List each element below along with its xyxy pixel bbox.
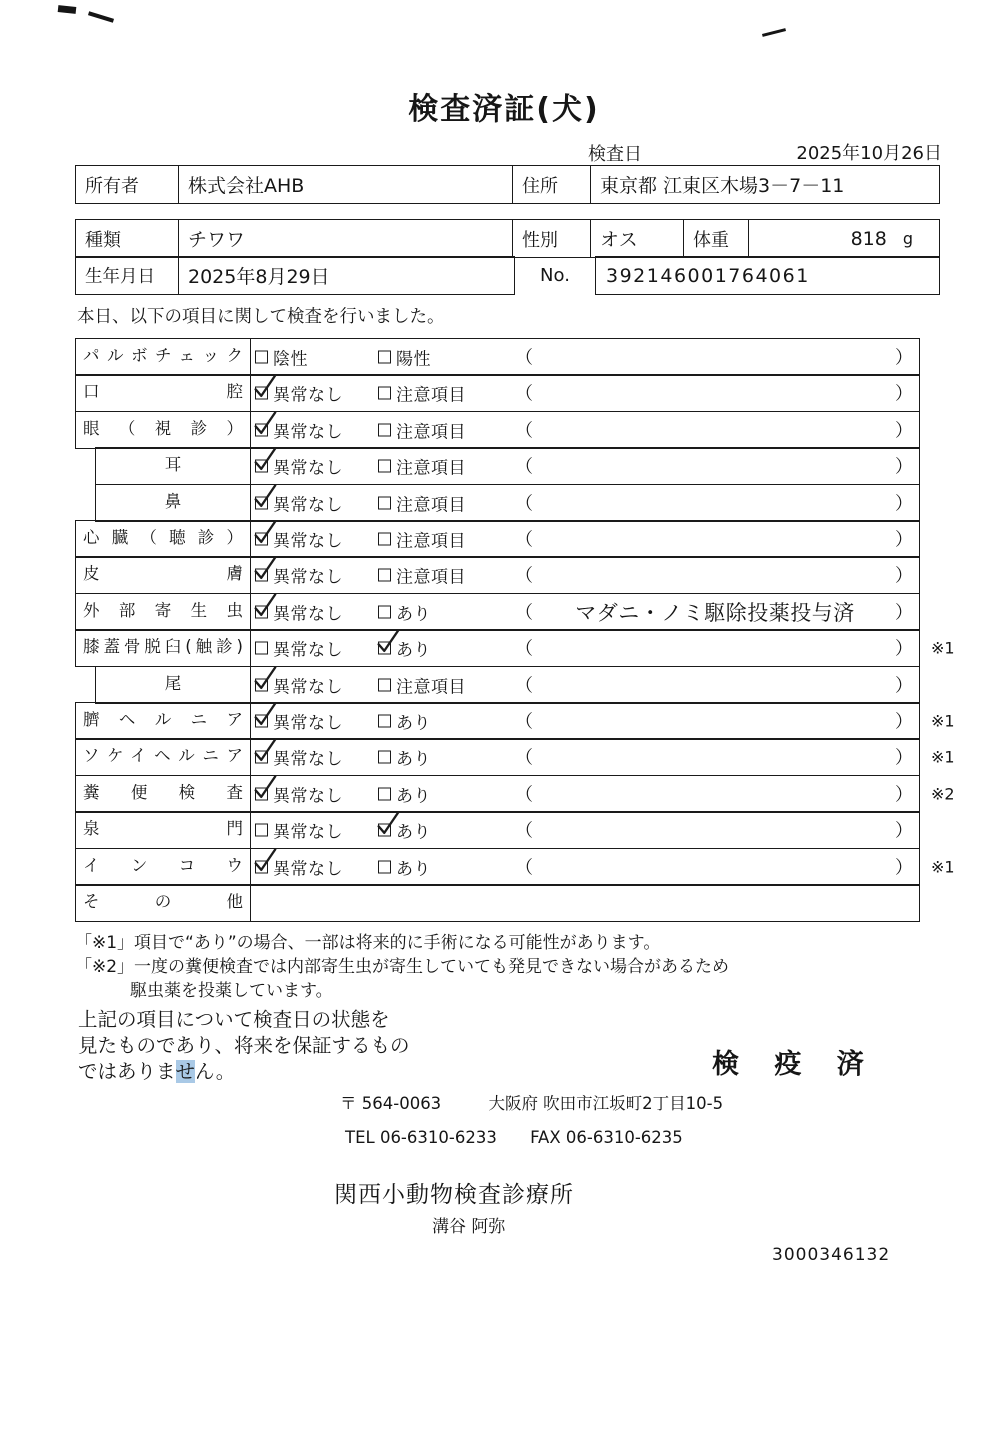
result-option-secondary <box>378 636 431 661</box>
checkbox-icon <box>255 460 268 473</box>
result-option-primary <box>255 345 308 370</box>
checkbox-icon <box>255 824 268 837</box>
address-value: 東京都 江東区木場3－7－11 <box>600 175 845 197</box>
paren-open: （ <box>515 711 533 733</box>
disclaimer-line-1: 上記の項目について検査日の状態を <box>78 1008 390 1031</box>
checklist-item-label: 耳 <box>96 448 251 484</box>
disclaimer <box>78 1007 410 1085</box>
checklist-item-label: 糞 便 検 査 <box>76 776 251 812</box>
disclaimer-line-3 <box>78 1059 410 1085</box>
reference-mark: ※1 <box>931 711 955 731</box>
result-option-primary <box>255 381 343 406</box>
checklist-row <box>75 884 920 922</box>
paren-open: （ <box>515 675 533 697</box>
paren-open: （ <box>515 602 533 624</box>
checklist-row-content <box>251 776 955 812</box>
postal-code: 〒 564-0063 <box>340 1094 442 1113</box>
birth-label: 生年月日 <box>76 257 179 294</box>
checklist-item-label: そ の 他 <box>76 885 251 921</box>
weight-label: 体重 <box>684 220 749 257</box>
result-option-primary <box>255 417 343 442</box>
checklist-row-content <box>251 594 919 630</box>
checklist-table <box>75 338 955 922</box>
checkbox-icon <box>378 678 391 691</box>
checkbox-icon <box>378 460 391 473</box>
disclaimer-line-2: 見たものであり、将来を保証するもの <box>78 1034 410 1057</box>
checklist-item-label: 口 腔 <box>76 375 251 411</box>
checkbox-icon <box>255 605 268 618</box>
paren-close: ） <box>895 420 913 442</box>
checklist-item-label: イ ン コ ウ <box>76 849 251 885</box>
paren-open: （ <box>515 383 533 405</box>
checkbox-icon <box>378 824 391 837</box>
footnote-2: 「※2」一度の糞便検査では内部寄生虫が寄生していても発見できない場合があるため <box>75 957 730 977</box>
paren-open: （ <box>515 857 533 879</box>
checklist-row <box>75 411 920 449</box>
result-option-primary <box>255 454 343 479</box>
footnotes <box>75 931 729 1003</box>
paren-close: ） <box>895 529 913 551</box>
disclaimer-highlight: せ <box>175 1060 196 1083</box>
paren-open: （ <box>515 420 533 442</box>
breed-label: 種類 <box>76 220 179 257</box>
footnote-1: 「※1」項目で“あり”の場合、一部は将来的に手術になる可能性があります。 <box>75 933 661 953</box>
result-option-primary <box>255 672 343 697</box>
option-label: 注意項目 <box>396 677 466 698</box>
paren-close: ） <box>895 857 913 879</box>
option-label: 注意項目 <box>396 495 466 516</box>
paren-close: ） <box>895 747 913 769</box>
checklist-row <box>75 848 955 886</box>
option-label: 陽性 <box>396 349 431 370</box>
clinic-fax: FAX 06-6310-6235 <box>530 1128 683 1147</box>
checklist-item-label: 臍 ヘ ル ニ ア <box>76 703 251 739</box>
checklist-row-content <box>251 375 919 411</box>
checklist-row <box>95 484 920 522</box>
option-label: 注意項目 <box>396 422 466 443</box>
option-label: あり <box>396 713 431 734</box>
result-option-secondary <box>378 672 466 697</box>
sex-label: 性別 <box>513 220 591 257</box>
result-option-primary <box>255 636 343 661</box>
result-option-primary <box>255 563 343 588</box>
result-option-primary <box>255 527 343 552</box>
footnote-2b: 駆虫薬を投薬しています。 <box>130 981 333 1001</box>
checklist-row <box>95 447 920 485</box>
checklist-row-content <box>251 339 919 375</box>
checkbox-icon <box>255 387 268 400</box>
paren-open: （ <box>515 529 533 551</box>
checklist-item-label: 心 臓 （ 聴 診 ） <box>76 521 251 557</box>
checklist-row <box>75 593 920 631</box>
paren-close: ） <box>895 383 913 405</box>
result-option-secondary <box>378 563 466 588</box>
checklist-item-label: 外 部 寄 生 虫 <box>76 594 251 630</box>
checklist-row-content <box>251 849 955 885</box>
result-option-primary <box>255 745 343 770</box>
option-label: あり <box>396 749 431 770</box>
address-label: 住所 <box>513 166 591 203</box>
no-value: 392146001764061 <box>595 256 940 295</box>
paren-close: ） <box>895 565 913 587</box>
inspection-date-value: 2025年10月26日 <box>796 143 942 164</box>
result-option-secondary <box>378 818 431 843</box>
result-option-secondary <box>378 854 431 879</box>
option-label: 異常なし <box>273 822 343 843</box>
paren-open: （ <box>515 747 533 769</box>
result-option-secondary <box>378 345 431 370</box>
checkbox-icon <box>255 642 268 655</box>
checkbox-icon <box>255 423 268 436</box>
paren-close: ） <box>895 820 913 842</box>
veterinarian-name: 溝谷 阿弥 <box>432 1217 506 1237</box>
document-title: 検査済証(犬) <box>408 92 600 127</box>
checklist-item-label: 泉 門 <box>76 812 251 848</box>
result-option-secondary <box>378 381 466 406</box>
checklist-row <box>75 338 920 376</box>
checklist-row <box>75 520 920 558</box>
checkbox-icon <box>378 605 391 618</box>
paren-close: ） <box>895 347 913 369</box>
checklist-row-content <box>251 521 919 557</box>
checklist-row-content <box>251 485 919 521</box>
scan-artifact <box>762 28 786 37</box>
checklist-item-label: 鼻 <box>96 485 251 521</box>
checklist-item-label: 膝蓋骨脱臼(触診) <box>76 630 251 666</box>
paren-close: ） <box>895 602 913 624</box>
option-label: あり <box>396 859 431 880</box>
checklist-row-content <box>251 557 919 593</box>
serial-number: 3000346132 <box>772 1245 891 1265</box>
checklist-row-content <box>251 630 955 666</box>
option-label: 注意項目 <box>396 531 466 552</box>
owner-label: 所有者 <box>76 166 179 203</box>
checklist-row-content <box>251 448 919 484</box>
checklist-row-content <box>251 812 919 848</box>
checklist-item-label: 尾 <box>96 667 251 703</box>
paren-open: （ <box>515 638 533 660</box>
paren-close: ） <box>895 711 913 733</box>
option-label: 異常なし <box>273 567 343 588</box>
option-label: 異常なし <box>273 677 343 698</box>
result-option-primary <box>255 709 343 734</box>
option-label: 異常なし <box>273 422 343 443</box>
scan-artifact <box>58 5 77 14</box>
paren-close: ） <box>895 638 913 660</box>
checkbox-icon <box>255 787 268 800</box>
owner-address-table <box>75 165 940 204</box>
checkbox-icon <box>255 496 268 509</box>
result-option-secondary <box>378 417 466 442</box>
weight-unit: g <box>902 229 913 248</box>
reference-mark: ※1 <box>931 747 955 767</box>
breed-value: チワワ <box>179 220 513 257</box>
checklist-row-content <box>251 667 919 703</box>
reference-mark: ※1 <box>931 638 955 658</box>
pet-info-table <box>75 219 940 258</box>
no-label: No. <box>540 265 570 287</box>
option-label: あり <box>396 604 431 625</box>
checklist-row-content <box>251 703 955 739</box>
checklist-row <box>75 629 955 667</box>
checklist-row <box>75 811 920 849</box>
option-label: あり <box>396 822 431 843</box>
scan-artifact <box>88 11 114 22</box>
remark-text: マダニ・ノミ駆除投薬投与済 <box>575 600 855 625</box>
checklist-row <box>75 556 920 594</box>
option-label: あり <box>396 786 431 807</box>
paren-close: ） <box>895 675 913 697</box>
quarantine-stamp-text: 検 疫 済 <box>712 1049 877 1080</box>
option-label: 異常なし <box>273 385 343 406</box>
checkbox-icon <box>255 569 268 582</box>
option-label: 異常なし <box>273 640 343 661</box>
result-option-secondary <box>378 709 431 734</box>
birth-box <box>75 256 515 295</box>
owner-value: 株式会社AHB <box>179 166 513 203</box>
option-label: 陰性 <box>273 349 308 370</box>
checklist-row-content <box>251 885 919 921</box>
checklist-row-content <box>251 739 955 775</box>
paren-open: （ <box>515 493 533 515</box>
paren-close: ） <box>895 456 913 478</box>
result-option-secondary <box>378 454 466 479</box>
clinic-tel: TEL 06-6310-6233 <box>345 1128 497 1147</box>
checkbox-icon <box>378 569 391 582</box>
sex-value: オス <box>591 220 684 257</box>
option-label: 異常なし <box>273 749 343 770</box>
checklist-row-content <box>251 412 919 448</box>
option-label: 注意項目 <box>396 567 466 588</box>
result-option-secondary <box>378 490 466 515</box>
result-option-primary <box>255 818 343 843</box>
paren-open: （ <box>515 565 533 587</box>
checklist-row <box>75 702 955 740</box>
checkbox-icon <box>255 715 268 728</box>
result-option-primary <box>255 490 343 515</box>
checkbox-icon <box>378 642 391 655</box>
clinic-tel-line <box>345 1128 683 1147</box>
option-label: 異常なし <box>273 458 343 479</box>
checklist-row <box>95 666 920 704</box>
result-option-secondary <box>378 599 431 624</box>
checkbox-icon <box>378 787 391 800</box>
paren-open: （ <box>515 347 533 369</box>
option-label: 異常なし <box>273 531 343 552</box>
checkbox-icon <box>378 751 391 764</box>
checklist-item-label: 皮 膚 <box>76 557 251 593</box>
result-option-primary <box>255 854 343 879</box>
disclaimer-line-3-pre: ではありま <box>78 1060 176 1083</box>
result-option-primary <box>255 599 343 624</box>
paren-close: ） <box>895 493 913 515</box>
checklist-item-label: パルボチェック <box>76 339 251 375</box>
checklist-row <box>75 775 955 813</box>
inspection-date-label: 検査日 <box>588 144 642 165</box>
disclaimer-line-3-post: ん。 <box>195 1060 236 1083</box>
checklist-item-label: ソケイヘルニア <box>76 739 251 775</box>
checkbox-icon <box>255 860 268 873</box>
intro-text: 本日、以下の項目に関して検査を行いました。 <box>77 307 445 327</box>
option-label: 注意項目 <box>396 458 466 479</box>
checkbox-icon <box>378 423 391 436</box>
checkbox-icon <box>378 533 391 546</box>
option-label: 異常なし <box>273 495 343 516</box>
clinic-address: 大阪府 吹田市江坂町2丁目10-5 <box>488 1094 724 1113</box>
clinic-name: 関西小動物検査診療所 <box>334 1182 574 1208</box>
paren-open: （ <box>515 820 533 842</box>
checkbox-icon <box>378 715 391 728</box>
checkbox-icon <box>378 387 391 400</box>
checklist-row <box>75 738 955 776</box>
birth-value: 2025年8月29日 <box>188 266 330 289</box>
checkbox-icon <box>378 496 391 509</box>
weight-value: 818 <box>850 227 887 250</box>
checklist-item-label: 眼 （ 視 診 ） <box>76 412 251 448</box>
option-label: 異常なし <box>273 604 343 625</box>
checkbox-icon <box>255 533 268 546</box>
checkbox-icon <box>255 678 268 691</box>
result-option-secondary <box>378 527 466 552</box>
option-label: 異常なし <box>273 786 343 807</box>
birth-no-row <box>75 256 940 295</box>
paren-open: （ <box>515 784 533 806</box>
paren-close: ） <box>895 784 913 806</box>
paren-open: （ <box>515 456 533 478</box>
clinic-postal-line <box>340 1090 723 1114</box>
weight-cell <box>749 220 939 257</box>
option-label: 異常なし <box>273 713 343 734</box>
option-label: 注意項目 <box>396 385 466 406</box>
option-label: あり <box>396 640 431 661</box>
option-label: 異常なし <box>273 859 343 880</box>
result-option-secondary <box>378 781 431 806</box>
checkbox-icon <box>255 751 268 764</box>
checklist-row <box>75 374 920 412</box>
checkbox-icon <box>255 351 268 364</box>
result-option-primary <box>255 781 343 806</box>
reference-mark: ※2 <box>931 784 955 804</box>
checkbox-icon <box>378 351 391 364</box>
result-option-secondary <box>378 745 431 770</box>
checkbox-icon <box>378 860 391 873</box>
reference-mark: ※1 <box>931 857 955 877</box>
